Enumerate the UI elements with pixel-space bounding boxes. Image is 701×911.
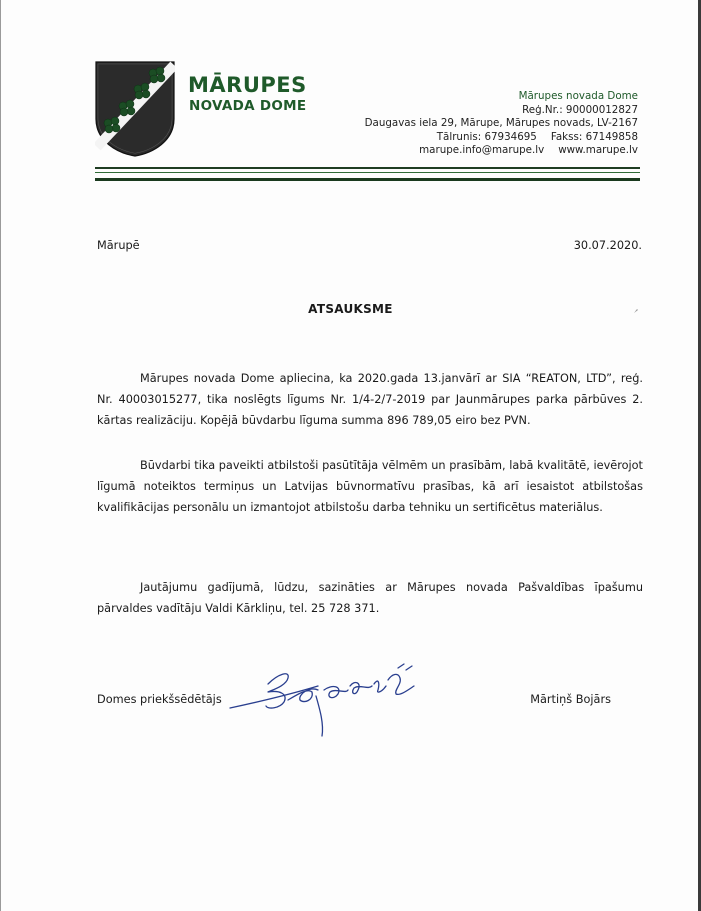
paragraph-3-text: Jautājumu gadījumā, lūdzu, sazināties ar Mārupes novada Pašvaldības īpašumu pārvaldes vadītāju Valdi Kārkliņu, tel. 25 728 371.	[97, 581, 643, 615]
header-divider-top	[95, 167, 640, 169]
contact-fax: Fakss: 67149858	[550, 130, 638, 143]
header-divider-middle	[95, 172, 640, 173]
contact-email[interactable]: marupe.info@marupe.lv	[419, 144, 545, 157]
letter-place: Mārupē	[97, 239, 140, 252]
contact-reg-nr: Reģ.Nr.: 90000012827	[522, 103, 638, 116]
paragraph-1-text: Mārupes novada Dome apliecina, ka 2020.gada 13.janvārī ar SIA “REATON, LTD”, reģ. Nr. 40003015277, tika noslēgts līgums Nr. 1/4-2/7-2019 par Jaunmārupes parka pārbūves 2. kārtas realizāciju. Kopējā būvdarbu līguma summa 896 789,05 eiro bez PVN.	[97, 372, 643, 427]
contact-block	[365, 90, 638, 158]
letter-paragraph-2	[97, 455, 643, 518]
coat-of-arms-icon	[95, 61, 175, 157]
letter-heading: ATSAUKSME	[308, 302, 393, 316]
handwritten-signature	[228, 660, 433, 740]
contact-phone-fax	[365, 131, 638, 145]
letter-paragraph-3	[97, 577, 643, 619]
logo-title: MĀRUPES	[188, 73, 307, 97]
contact-website[interactable]: www.marupe.lv	[558, 144, 638, 157]
signatory-name: Mārtiņš Bojārs	[530, 693, 611, 706]
header-divider-bottom	[95, 178, 640, 181]
contact-organization: Mārupes novada Dome	[518, 90, 638, 102]
contact-phone: Tālrunis: 67934695	[436, 130, 537, 143]
page-edge-left	[0, 0, 1, 911]
letter-paragraph-1	[97, 368, 643, 431]
signatory-position: Domes priekšsēdētājs	[97, 693, 222, 706]
contact-web	[365, 144, 638, 158]
paragraph-2-text: Būvdarbi tika paveikti atbilstoši pasūtītāja vēlmēm un prasībām, labā kvalitātē, ievērojot līgumā noteiktos termiņus un Latvijas būvnormatīvu prasības, kā arī iesaistot atbilstošas kvalifikācijas personālu un izmantojot atbilstošu darba tehniku un sertificētus materiālus.	[97, 459, 643, 514]
contact-address: Daugavas iela 29, Mārupe, Mārupes novads, LV-2167	[364, 117, 638, 130]
letter-date: 30.07.2020.	[573, 239, 642, 252]
logo-subtitle: NOVADA DOME	[189, 98, 307, 114]
